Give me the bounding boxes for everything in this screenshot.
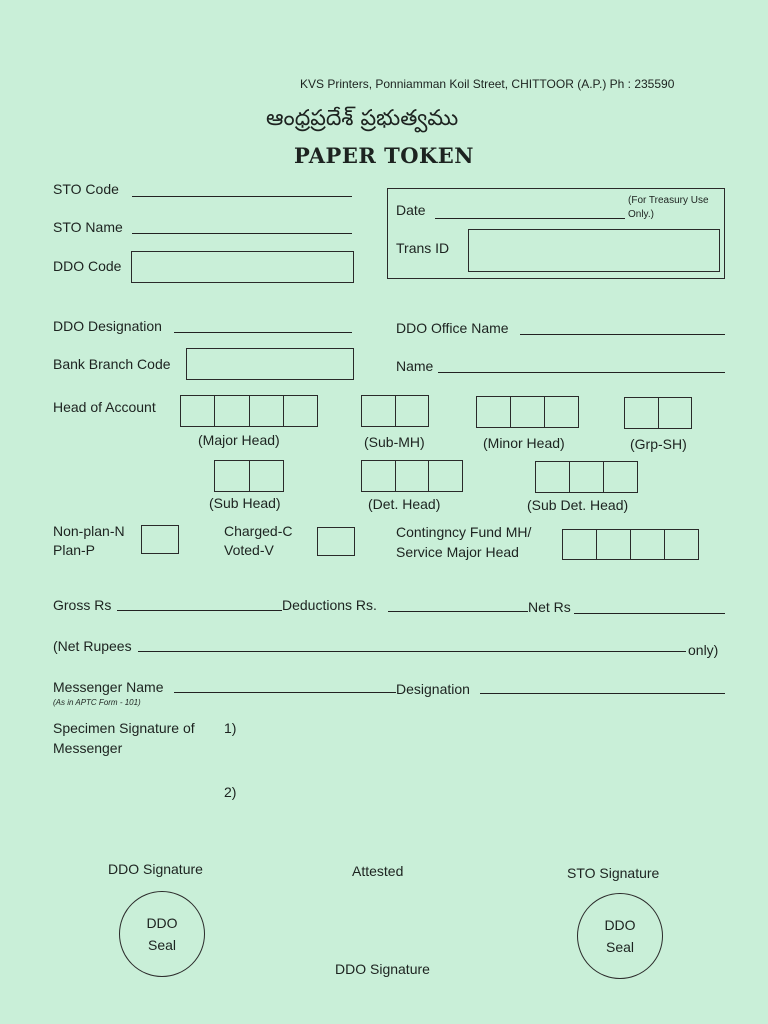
- grp-sh-label: (Grp-SH): [630, 436, 687, 452]
- head-of-account-label: Head of Account: [53, 399, 156, 415]
- signature-2-marker: 2): [224, 784, 237, 800]
- det-head-label: (Det. Head): [368, 496, 441, 512]
- ddo-designation-field[interactable]: [174, 332, 352, 333]
- printer-info: KVS Printers, Ponniamman Koil Street, CHITTOOR (A.P.) Ph : 235590: [300, 77, 675, 91]
- seal-line-1: DDO: [604, 917, 636, 933]
- gross-field[interactable]: [117, 610, 282, 611]
- det-head-boxes[interactable]: [361, 460, 463, 492]
- service-major-head-label: Service Major Head: [396, 544, 519, 560]
- messenger-name-label: Messenger Name: [53, 679, 164, 695]
- ddo-designation-label: DDO Designation: [53, 318, 162, 334]
- seal-line-1: DDO: [146, 915, 178, 931]
- grp-sh-boxes[interactable]: [624, 397, 692, 429]
- net-rupees-label: (Net Rupees: [53, 638, 132, 654]
- sub-det-head-boxes[interactable]: [535, 461, 638, 493]
- ddo-office-name-field[interactable]: [520, 334, 725, 335]
- trans-id-label: Trans ID: [396, 240, 450, 256]
- sub-mh-boxes[interactable]: [361, 395, 429, 427]
- page-title: PAPER TOKEN: [294, 143, 474, 168]
- name-field[interactable]: [438, 372, 725, 373]
- ddo-signature-bottom-label: DDO Signature: [335, 961, 430, 977]
- voted-label: Voted-V: [224, 542, 274, 558]
- sub-det-head-label: (Sub Det. Head): [527, 497, 629, 513]
- major-head-boxes[interactable]: [180, 395, 318, 427]
- ddo-code-field[interactable]: [131, 251, 354, 283]
- date-label: Date: [396, 202, 426, 218]
- messenger-label: Messenger: [53, 740, 123, 756]
- seal-line-2: Seal: [605, 939, 635, 955]
- major-head-label: (Major Head): [198, 432, 280, 448]
- seal-line-2: Seal: [147, 937, 177, 953]
- sto-code-field[interactable]: [132, 196, 352, 197]
- deductions-label: Deductions Rs.: [282, 597, 377, 613]
- sto-code-label: STO Code: [53, 181, 119, 197]
- ddo-seal-right: [577, 893, 663, 979]
- specimen-signature-label: Specimen Signature of: [53, 720, 195, 736]
- treasury-use-note: (For Treasury Use Only.): [628, 195, 709, 220]
- designation-label: Designation: [396, 681, 470, 697]
- sub-head-label: (Sub Head): [209, 495, 281, 511]
- ddo-office-name-label: DDO Office Name: [396, 320, 509, 336]
- net-field[interactable]: [574, 613, 725, 614]
- sto-name-field[interactable]: [132, 233, 352, 234]
- telugu-title: ఆంధ్రప్రదేశ్ ప్రభుత్వము: [266, 106, 459, 131]
- sub-head-boxes[interactable]: [214, 460, 284, 492]
- bank-branch-code-label: Bank Branch Code: [53, 356, 171, 372]
- contingency-boxes[interactable]: [562, 529, 699, 560]
- sto-name-label: STO Name: [53, 219, 123, 235]
- attested-label: Attested: [352, 863, 404, 879]
- messenger-name-field[interactable]: [174, 692, 396, 693]
- bank-branch-code-field[interactable]: [186, 348, 354, 380]
- sto-signature-label: STO Signature: [567, 865, 660, 881]
- charged-label: Charged-C: [224, 523, 293, 539]
- deductions-field[interactable]: [388, 611, 528, 612]
- sub-mh-label: (Sub-MH): [364, 434, 425, 450]
- trans-id-field[interactable]: [468, 229, 720, 272]
- date-field[interactable]: [435, 218, 625, 219]
- ddo-code-label: DDO Code: [53, 258, 122, 274]
- plan-label: Plan-P: [53, 542, 96, 558]
- minor-head-boxes[interactable]: [476, 396, 579, 428]
- gross-label: Gross Rs: [53, 597, 112, 613]
- signature-1-marker: 1): [224, 720, 237, 736]
- plan-box[interactable]: [141, 525, 179, 554]
- ddo-signature-label: DDO Signature: [108, 861, 203, 877]
- net-rupees-field[interactable]: [138, 651, 686, 652]
- messenger-note: (As in APTC Form - 101): [53, 698, 141, 707]
- minor-head-label: (Minor Head): [483, 435, 565, 451]
- ddo-seal-left: [119, 891, 205, 977]
- non-plan-label: Non-plan-N: [53, 523, 125, 539]
- net-label: Net Rs: [528, 599, 571, 615]
- only-label: only): [688, 642, 719, 658]
- designation-field[interactable]: [480, 693, 725, 694]
- name-label: Name: [396, 358, 434, 374]
- contingency-label: Contingncy Fund MH/: [396, 524, 532, 540]
- charged-voted-box[interactable]: [317, 527, 355, 556]
